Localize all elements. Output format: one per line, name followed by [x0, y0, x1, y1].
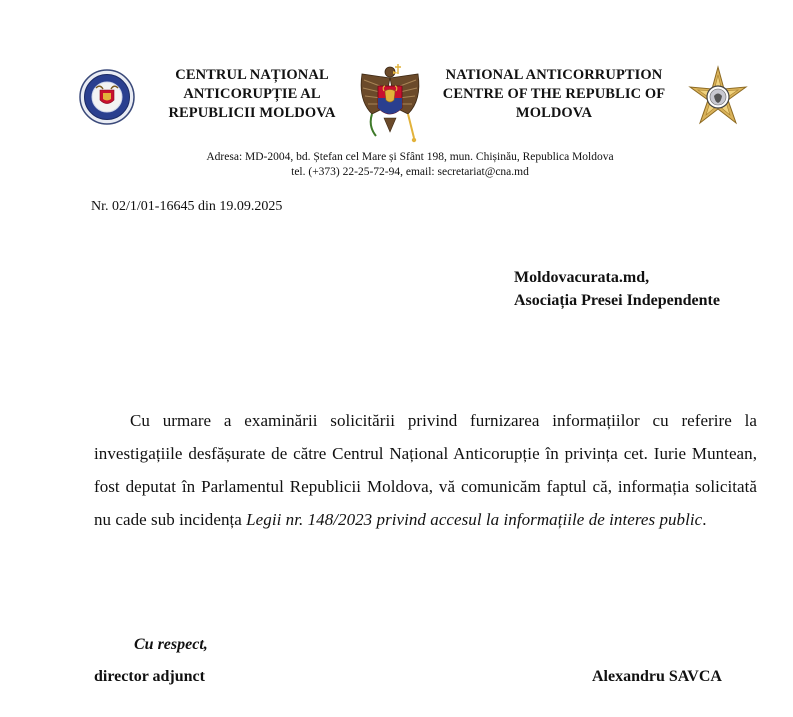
closing-salutation: Cu respect, — [134, 636, 208, 653]
star-badge-right-icon — [688, 64, 748, 130]
address-block — [120, 150, 700, 180]
institution-name-en — [425, 66, 683, 123]
document-reference: Nr. 02/1/01-16645 din 19.09.2025 — [91, 199, 283, 214]
institution-name-en-line3: MOLDOVA — [515, 105, 593, 121]
law-reference: Legii nr. 148/2023 privind accesul la informațiile de interes public — [246, 510, 703, 529]
institution-name-en-line2: CENTRE OF THE REPUBLIC OF — [442, 86, 666, 102]
body-text-end: . — [702, 510, 707, 529]
recipient-line1: Moldovacurata.md, — [514, 269, 650, 286]
institution-name-ro — [150, 66, 354, 123]
recipient-block — [514, 266, 720, 312]
body-text-main: Cu urmare a examinării solicitării privind furnizarea informațiilor cu referire la investigațiile desfășurate de către Centrul Național Anticorupție în privința cet. Iurie Muntean, fost deputat în Parlamentul Republicii Moldova, vă comunicăm faptul că, informația solicitată nu cade sub incidența — [94, 411, 757, 529]
institution-name-ro-line1: CENTRUL NAȚIONAL — [175, 67, 329, 83]
institution-name-ro-line3: REPUBLICII MOLDOVA — [168, 105, 336, 121]
letter-body — [94, 404, 757, 536]
address-line: Adresa: MD-2004, bd. Ștefan cel Mare și Sfânt 198, mun. Chișinău, Republica Moldova — [206, 151, 614, 163]
signatory-position: director adjunct — [94, 668, 205, 685]
body-paragraph — [94, 404, 757, 536]
cna-emblem-left-icon — [78, 64, 136, 130]
contact-line: tel. (+373) 22-25-72-94, email: secretariat@cna.md — [291, 166, 529, 178]
institution-name-en-line1: NATIONAL ANTICORRUPTION — [445, 67, 663, 83]
institution-name-ro-line2: ANTICORUPȚIE AL — [183, 86, 321, 102]
moldova-coat-of-arms-icon — [354, 60, 426, 150]
recipient-line2: Asociația Presei Independente — [514, 292, 720, 309]
signatory-name: Alexandru SAVCA — [592, 668, 722, 685]
